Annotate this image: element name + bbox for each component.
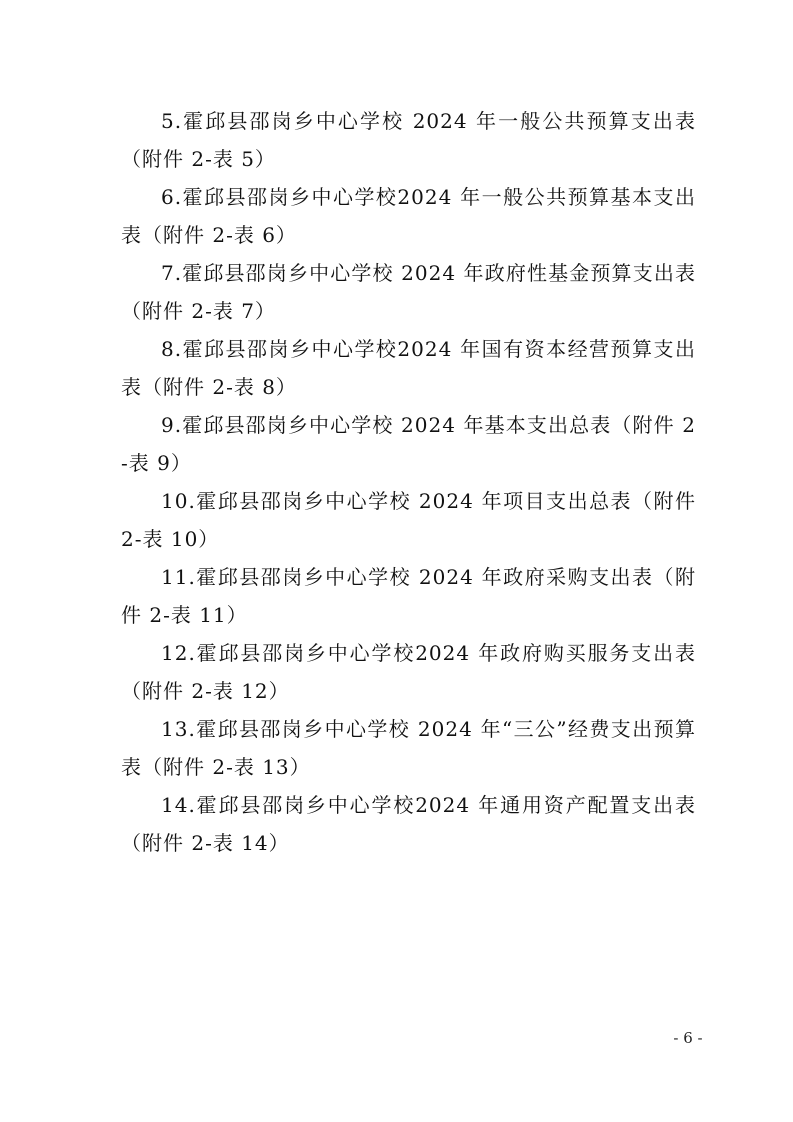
attachment-list [121,102,696,862]
list-item: 9.霍邱县邵岗乡中心学校 2024 年基本支出总表（附件 2-表 9） [121,413,696,475]
page-number: - 6 - [673,1029,703,1047]
list-item: 12.霍邱县邵岗乡中心学校2024 年政府购买服务支出表（附件 2-表 12） [121,641,696,703]
list-item: 10.霍邱县邵岗乡中心学校 2024 年项目支出总表（附件 2-表 10） [121,489,696,551]
list-item: 14.霍邱县邵岗乡中心学校2024 年通用资产配置支出表（附件 2-表 14） [121,793,696,855]
list-item: 11.霍邱县邵岗乡中心学校 2024 年政府采购支出表（附件 2-表 11） [121,565,696,627]
list-item: 8.霍邱县邵岗乡中心学校2024 年国有资本经营预算支出表（附件 2-表 8） [121,337,696,399]
list-item: 13.霍邱县邵岗乡中心学校 2024 年“三公”经费支出预算表（附件 2-表 13） [121,717,696,779]
list-item: 5.霍邱县邵岗乡中心学校 2024 年一般公共预算支出表（附件 2-表 5） [121,109,696,171]
list-item: 7.霍邱县邵岗乡中心学校 2024 年政府性基金预算支出表（附件 2-表 7） [121,261,696,323]
list-item: 6.霍邱县邵岗乡中心学校2024 年一般公共预算基本支出表（附件 2-表 6） [121,185,696,247]
